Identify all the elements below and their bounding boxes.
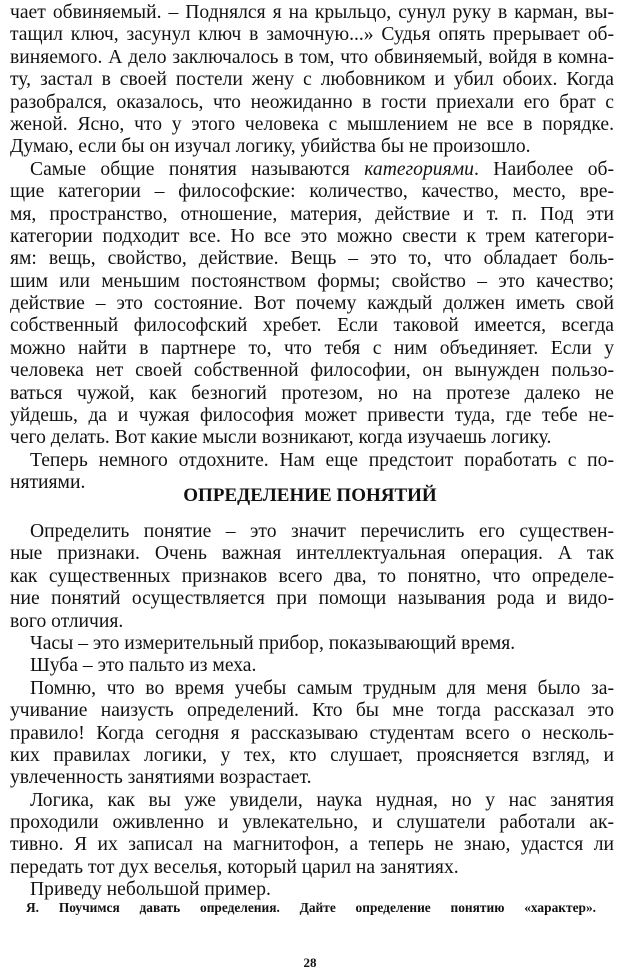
text-line: Самые общие понятия называются категориями. Наиболее об-: [30, 158, 614, 180]
text-line: передать тот дух веселья, который царил на занятиях.: [10, 856, 459, 878]
text-line: увлеченность занятиями возрастает.: [10, 767, 312, 789]
page-number: 28: [303, 955, 317, 970]
text-line: уйдешь, да и чужая философия может привести туда, где тебе не-: [10, 405, 614, 427]
text-line: ких правилах логики, у тех, кто слушает, проясняется взгляд, и: [10, 744, 614, 766]
text-line: категории подходит все. Но все это можно свести к трем категори-: [10, 225, 614, 247]
text-line: Думаю, если бы он изучал логику, убийства бы не произошло.: [10, 136, 531, 158]
text-line: шим или меньшим постоянством формы; свойство – это качество;: [10, 270, 614, 292]
text-line: Определить понятие – это значит перечислить его существен-: [30, 521, 614, 542]
text-line: чего делать. Вот какие мысли возникают, когда изучаешь логику.: [10, 427, 552, 449]
text-line: Шуба – это пальто из меха.: [30, 655, 257, 677]
text-line: правило! Когда сегодня я рассказываю студентам всего о несколь-: [10, 722, 614, 744]
text-line: человека нет своей собственной философии, он вынужден пользо-: [10, 360, 614, 382]
text-line: тащил ключ, засунул ключ в замочную...» Судья опять прерывает об-: [10, 24, 614, 46]
text-line: женой. Ясно, что у этого человека с мышлением не все в порядке.: [10, 113, 614, 135]
text-line: мя, пространство, отношение, материя, действие и т. п. Под эти: [10, 203, 614, 225]
text-line: действие – это состояние. Вот почему каждый должен иметь свой: [10, 293, 614, 315]
dialogue-line: Я. Поучимся давать определения. Дайте определение понятию «характер».: [26, 900, 596, 915]
section-heading: ОПРЕДЕЛЕНИЕ ПОНЯТИЙ: [183, 485, 437, 506]
text-line: Теперь немного отдохните. Нам еще предстоит поработать с по-: [30, 449, 614, 471]
text-line: нятиями.: [10, 472, 86, 494]
text-line: как существенных признаков всего два, то понятно, что определе-: [10, 565, 614, 587]
text-line: чает обвиняемый. – Поднялся я на крыльцо, сунул руку в карман, вы-: [10, 2, 614, 23]
text-line: ям: вещь, свойство, действие. Вещь – это то, что обладает боль-: [10, 248, 614, 270]
text-line: ние понятий осуществляется при помощи называния рода и видо-: [10, 588, 614, 610]
text-line: ваться чужой, как безногий протезом, но на протезе далеко не: [10, 382, 614, 404]
text-line: проходили оживленно и увлекательно, и слушатели работали ак-: [10, 812, 614, 834]
text-line: Логика, как вы уже увидели, наука нудная, но у нас занятия: [30, 789, 614, 811]
text-line: можно найти в партнере то, что тебя с ним объединяет. Если у: [10, 337, 614, 359]
text-line: виняемого. А дело заключалось в том, что обвиняемый, войдя в комна-: [10, 46, 614, 68]
text-line: Приведу небольшой пример.: [30, 879, 271, 901]
text-line: Часы – это измерительный прибор, показывающий время.: [30, 632, 516, 654]
text-line: вого отличия.: [10, 610, 124, 632]
text-line: щие категории – философские: количество, качество, место, вре-: [10, 181, 614, 203]
text-line: ные признаки. Очень важная интеллектуальная операция. А так: [10, 543, 614, 565]
text-line: тивно. Я их записал на магнитофон, а теперь не знаю, удастся ли: [10, 834, 614, 856]
text-line: разобрался, оказалось, что неожиданно в гости приехали его брат с: [10, 91, 614, 113]
text-line: Помню, что во время учебы самым трудным для меня было за-: [30, 677, 614, 699]
text-line: ту, застал в своей постели жену с любовником и убил обоих. Когда: [10, 69, 614, 91]
paragraph-block-1: [10, 2, 614, 495]
text-line: учивание наизусть определений. Кто бы мне тогда рассказал это: [10, 700, 614, 722]
text-line: собственный философский хребет. Если таковой имеется, всегда: [10, 315, 614, 337]
paragraph-block-2: [10, 521, 614, 902]
